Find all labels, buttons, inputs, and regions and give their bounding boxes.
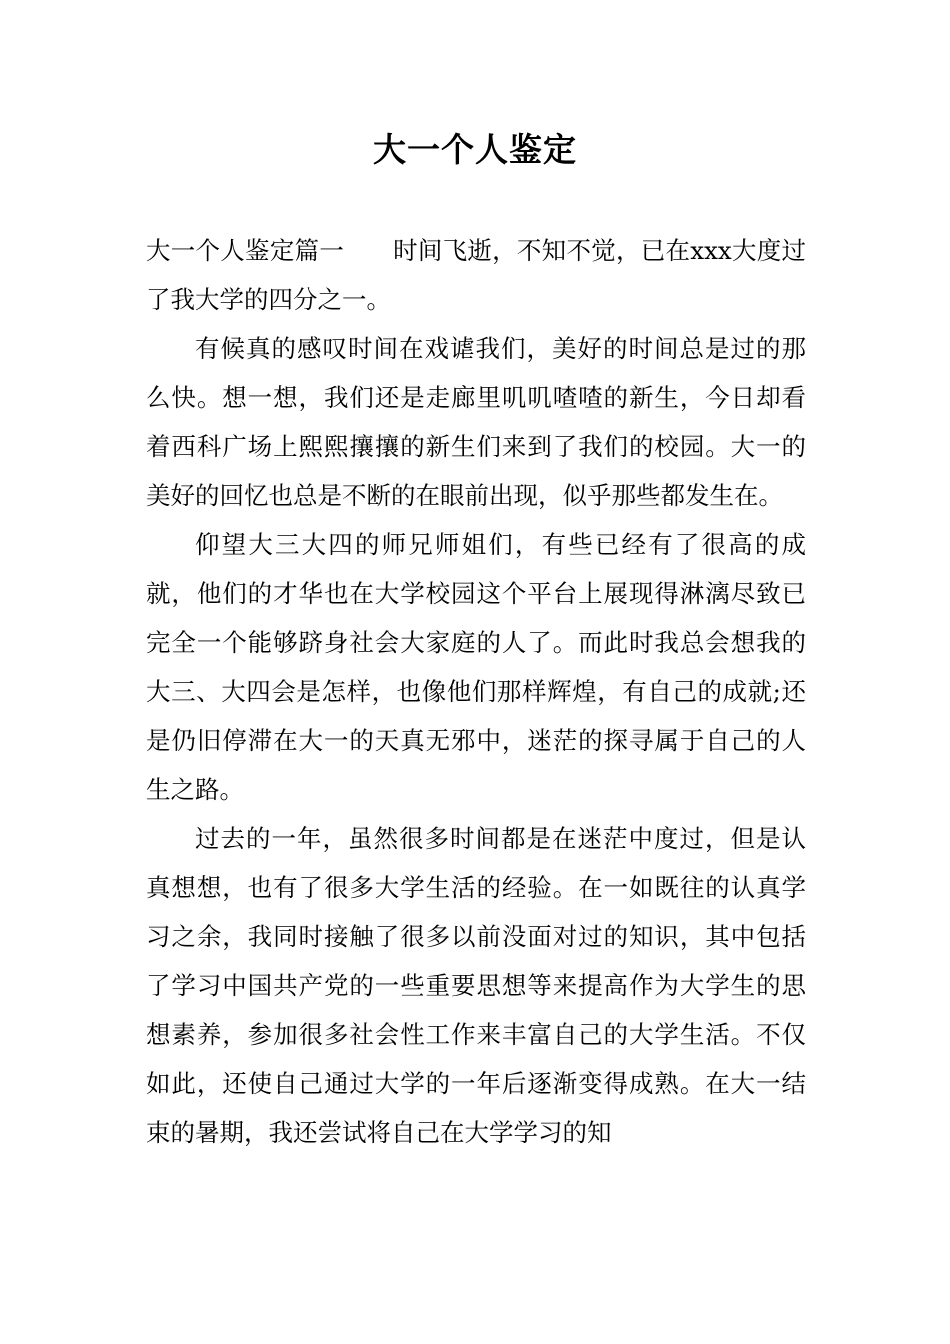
section-heading: 大一个人鉴定篇一	[146, 236, 345, 265]
paragraph-2-text: 有候真的感叹时间在戏谑我们，美好的时间总是过的那么快。想一想，我们还是走廊里叽叽喳喳的新生，今日却看着西科广场上熙熙攘攘的新生们来到了我们的校园。大一的美好的回忆也总是不断的在眼前出现，似乎那些都发生在。	[146, 334, 806, 510]
paragraph-4	[146, 814, 806, 1157]
document-body	[146, 226, 806, 1157]
paragraph-1-text: 时间飞逝，不知不觉，已在xxx大度过了我大学的四分之一。	[146, 236, 807, 314]
paragraph-1	[146, 226, 806, 324]
paragraph-2	[146, 324, 806, 520]
paragraph-3-text: 仰望大三大四的师兄师姐们，有些已经有了很高的成就，他们的才华也在大学校园这个平台上展现得淋漓尽致已完全一个能够跻身社会大家庭的人了。而此时我总会想我的大三、大四会是怎样，也像他们那样辉煌，有自己的成就;还是仍旧停滞在大一的天真无邪中，迷茫的探寻属于自己的人生之路。	[146, 530, 806, 804]
paragraph-4-text: 过去的一年，虽然很多时间都是在迷茫中度过，但是认真想想，也有了很多大学生活的经验。在一如既往的认真学习之余，我同时接触了很多以前没面对过的知识，其中包括了学习中国共产党的一些重要思想等来提高作为大学生的思想素养，参加很多社会性工作来丰富自己的大学生活。不仅如此，还使自己通过大学的一年后逐渐变得成熟。在大一结束的暑期，我还尝试将自己在大学学习的知	[146, 824, 806, 1147]
document-title: 大一个人鉴定	[373, 130, 577, 169]
paragraph-3	[146, 520, 806, 814]
